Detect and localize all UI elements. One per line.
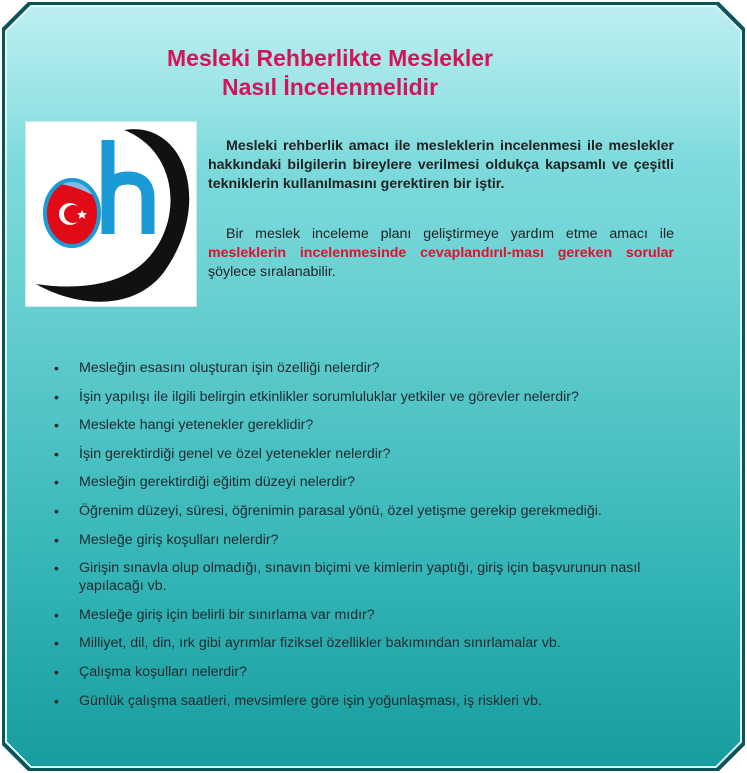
intro-paragraph-2-end: şöylece sıralanabilir. [208, 264, 336, 280]
bullet-icon: • [54, 502, 59, 519]
title-line-1: Mesleki Rehberlikte Meslekler [167, 45, 493, 71]
list-item: • Mesleğin gerektirdiği eğitim düzeyi nelerdir? [54, 474, 355, 491]
list-item: • Meslekte hangi yetenekler gereklidir? [54, 417, 314, 434]
list-item: • İşin yapılışı ile ilgili belirgin etkinlikler sorumluluklar yetkiler ve görevler nelerdir? [54, 388, 579, 405]
intro-highlight: mesleklerin incelenmesinde cevaplandırıl-ması gereken sorular [208, 245, 674, 261]
intro-paragraph-2 [208, 225, 674, 282]
bullet-icon: • [54, 606, 59, 623]
bullet-icon: • [54, 531, 59, 548]
bullet-icon: • [54, 388, 59, 405]
list-item: • Çalışma koşulları nelerdir? [54, 663, 247, 680]
list-item: • Milliyet, dil, din, ırk gibi ayrımlar fiziksel özellikler bakımından sınırlamalar vb. [54, 635, 561, 652]
title-line-2: Nasıl İncelenmelidir [221, 74, 439, 100]
list-item: • Mesleğe giriş için belirli bir sınırlama var mıdır? [54, 606, 375, 623]
bullet-icon: • [54, 663, 59, 680]
bullet-icon: • [54, 474, 59, 491]
intro-paragraph-2-start: Bir meslek inceleme planı geliştirmeye yardım etme amacı ile [226, 226, 674, 242]
list-item: • İşin gerektirdiği genel ve özel yetenekler nelerdir? [54, 445, 391, 462]
list-item: • Mesleğe giriş koşulları nelerdir? [54, 531, 279, 548]
bullet-icon: • [54, 417, 59, 434]
list-item: • Girişin sınavla olup olmadığı, sınavın biçimi ve kimlerin yaptığı, giriş için başvurunun nasıl yapılacağı vb. [54, 560, 641, 595]
list-item: • Mesleğin esasını oluşturan işin özelliği nelerdir? [54, 360, 380, 376]
list-item: • Öğrenim düzeyi, süresi, öğrenimin parasal yönü, özel yetişme gerekip gerekmediği. [54, 502, 602, 519]
page-title [80, 44, 580, 102]
bullet-icon: • [54, 360, 59, 376]
bullet-icon: • [54, 635, 59, 652]
bullet-icon: • [54, 560, 59, 577]
intro-paragraph-1: Mesleki rehberlik amacı ile mesleklerin incelenmesi ile meslekler hakkındaki bilgilerin bireylere verilmesi oldukça kapsamlı ve çeşitli tekniklerin kullanılmasını gerektiren bir iştir. [208, 138, 674, 192]
intro-text [208, 137, 674, 282]
logo [25, 121, 197, 307]
question-list [52, 359, 680, 720]
bullet-icon: • [54, 445, 59, 462]
list-item: • Günlük çalışma saatleri, mevsimlere göre işin yoğunlaşması, iş riskleri vb. [54, 692, 542, 709]
bullet-icon: • [54, 692, 59, 709]
logo-mark [26, 122, 196, 306]
h-letter-shape [108, 140, 148, 234]
